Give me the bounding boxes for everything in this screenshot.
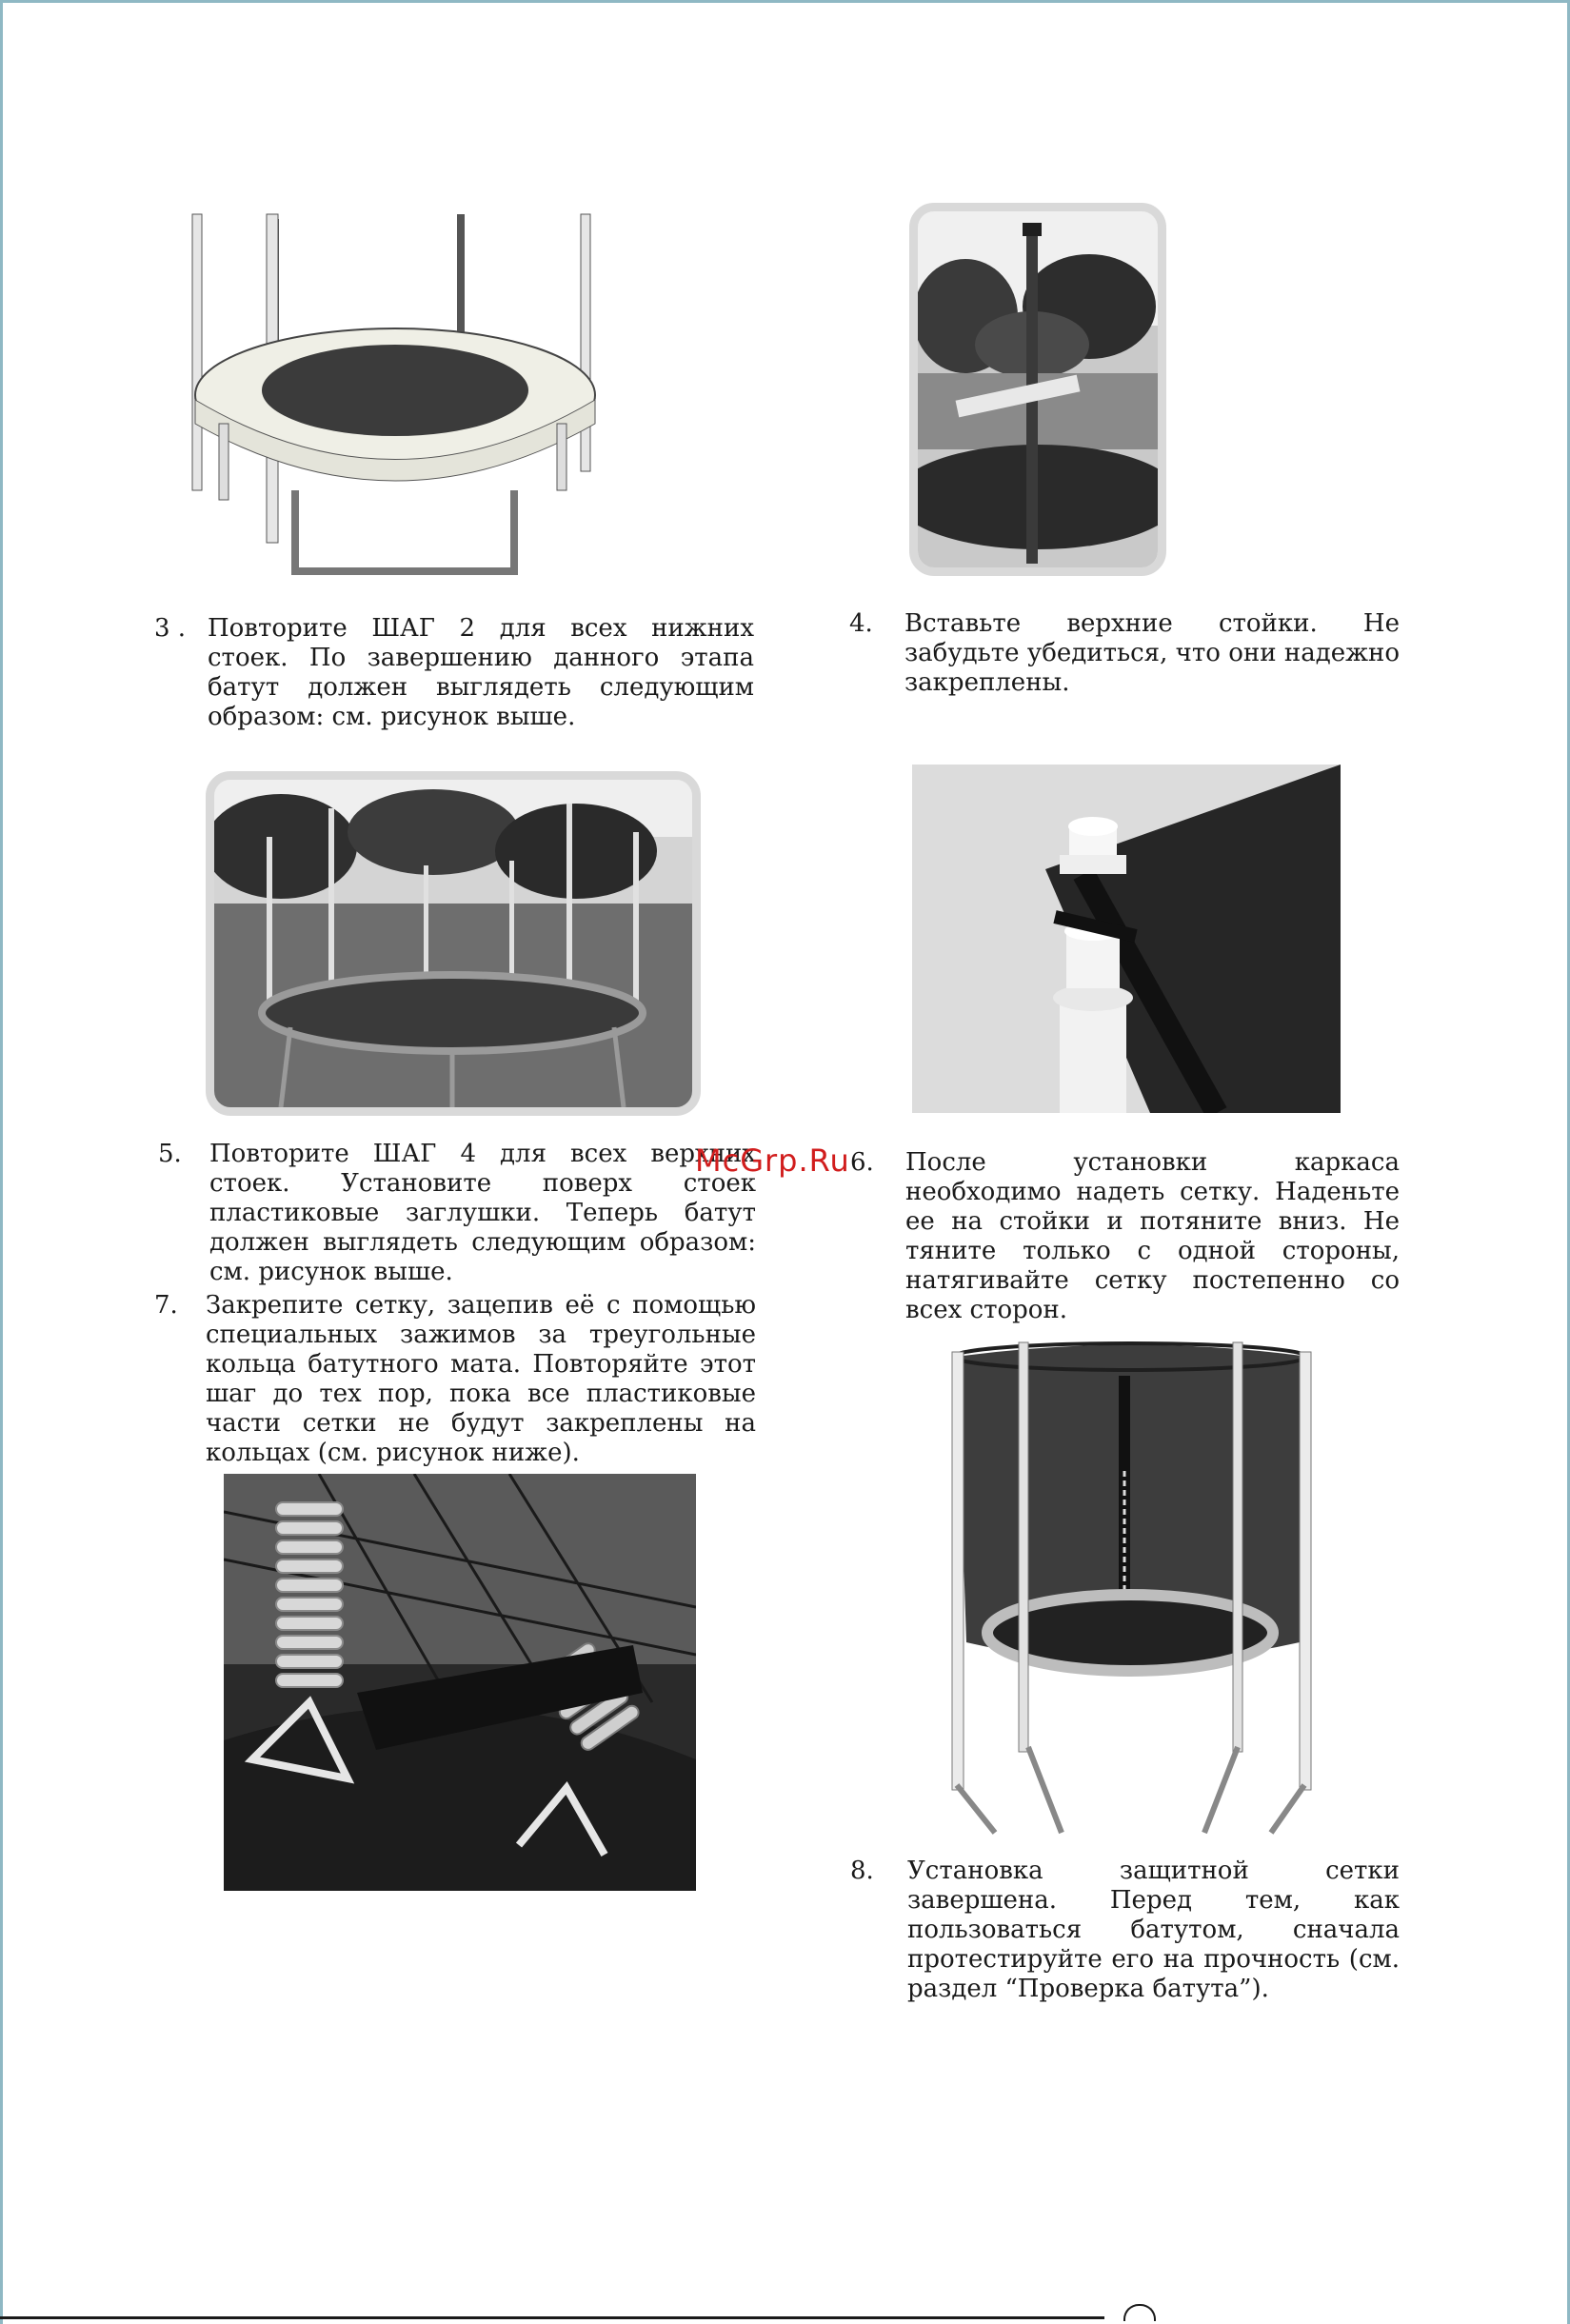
step-text: Закрепите сетку, зацепив её с помощью специальных зажимов за треугольные кольца батутного мата. Повторяйте этот шаг до тех пор, пока все пластиковые части сетки не будут закреплены на кольцах (см. рисунок ниже). (206, 1291, 756, 1467)
page-border-top (0, 0, 1570, 3)
footer-rule (0, 2316, 1104, 2319)
photo-trampoline-with-net (928, 1338, 1333, 1842)
step-number: 8. (850, 1857, 874, 1885)
watermark: McGrp.Ru (695, 1142, 850, 1179)
step-7 (154, 1291, 756, 1468)
step-text: Повторите ШАГ 2 для всех нижних стоек. По завершению данного этапа батут должен выглядеть следующим образом: см. рисунок выше. (208, 614, 754, 731)
step-number: 3 . (154, 614, 187, 643)
step-number: 5. (158, 1140, 182, 1168)
step-number: 6. (850, 1148, 874, 1177)
photo-net-clips-springs (224, 1474, 696, 1891)
step-4 (849, 609, 1400, 698)
step-8 (850, 1857, 1400, 2004)
step-3 (154, 614, 754, 732)
step-6 (850, 1148, 1400, 1325)
step-number: 4. (849, 609, 873, 638)
step-text: Установка защитной сетки завершена. Перед тем, как пользоваться батутом, сначала протестируйте его на прочность (см. раздел “Проверка батута”). (907, 1857, 1400, 2003)
photo-plastic-cap-closeup (912, 765, 1341, 1113)
step-text: Повторите ШАГ 4 для всех верхних стоек. Установите поверх стоек пластиковые заглушки. Теперь батут должен выглядеть следующим образом: см. рисунок выше. (209, 1140, 756, 1286)
page-border-left (0, 0, 3, 2324)
photo-trampoline-lower-legs (181, 205, 600, 581)
step-text: Вставьте верхние стойки. Не забудьте убедиться, что они надежно закреплены. (904, 609, 1400, 697)
page-number-mark (1123, 2304, 1156, 2321)
step-number: 7. (154, 1291, 178, 1320)
step-text: После установки каркаса необходимо надеть сетку. Наденьте ее на стойки и потяните вниз. Не тяните только с одной стороны, натягивайте сетку постепенно со всех сторон. (905, 1148, 1400, 1324)
photo-inserting-upper-pole (909, 203, 1166, 576)
step-5 (158, 1140, 756, 1287)
photo-trampoline-upper-poles (206, 771, 701, 1116)
